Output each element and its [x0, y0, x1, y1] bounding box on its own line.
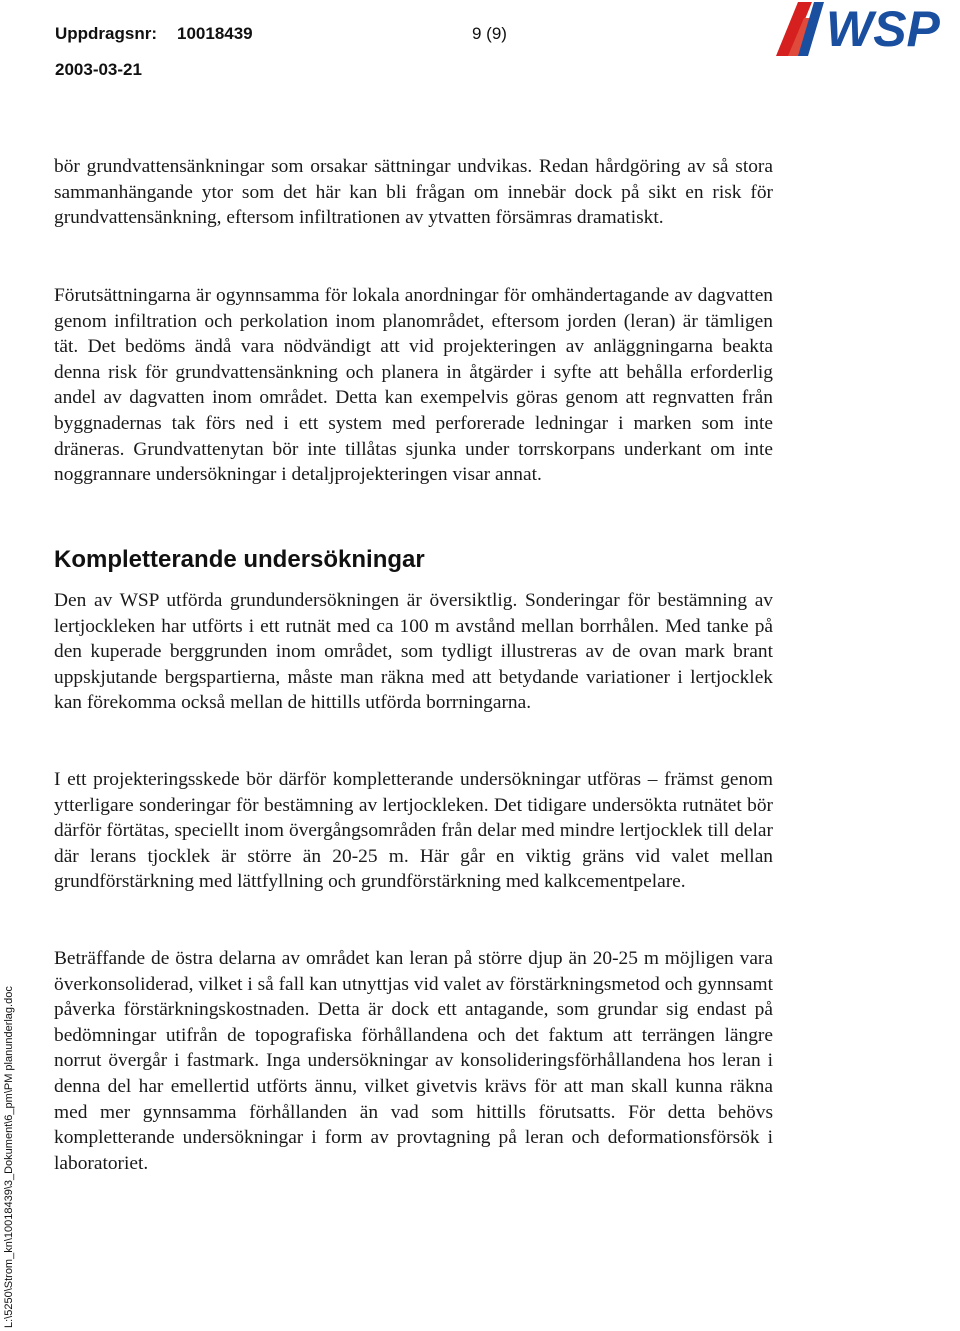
wsp-logo	[768, 0, 960, 60]
page-number: 9 (9)	[472, 24, 507, 43]
wsp-logo-text: WSP	[826, 1, 940, 57]
paragraph-2: Förutsättningarna är ogynnsamma för lokala anordningar för omhändertagande av dagvatten genom infiltration och perkolation inom planområdet, eftersom jorden (leran) är tämligen tät. Det bedöms ändå vara nödvändigt att vid projekteringen av anläggningarna beakta denna risk för grundvattensänkning och planera in åtgärder i syfte att behålla erforderlig andel av dagvatten inom området. Detta kan exempelvis göras genom att regnvatten från byggnadernas tak förs ned i ett system med perforerade ledningar i marken som inte dräneras. Grundvattenytan bör inte tillåtas sjunka under torrskorpans underkant om inte noggrannare undersökningar i detaljprojekteringen visar annat.	[54, 285, 773, 486]
paragraph-3: Den av WSP utförda grundundersökningen är översiktlig. Sonderingar för bestämning av lertjockleken har utförts i ett rutnät med ca 100 m avstånd mellan borrhålen. Med tanke på den kuperade berggrunden inom området, som tydligt illustreras av de ovan mark brant uppskjutande bergspartierna, måste man räkna med att betydande variationer i lertjocklek kan förekomma också mellan de hittills utförda borrningarna.	[54, 590, 773, 714]
paragraph-5: Beträffande de östra delarna av området kan leran på större djup än 20-25 m möjligen vara överkonsoliderad, vilket i så fall kan utnyttjas vid valet av förstärkningsmetod och gynnsamt påverka förstärkningskostnaden. Detta är dock ett antagande, som grundar sig endast på bedömningar utifrån de topografiska förhållandena och det faktum att terrängen längre norrut övergår i fastmark. Inga undersökningar av konsolideringsförhållandena hos leran i denna del har emellertid utförts ännu, vilket givetvis krävs för att man skall kunna räkna med mer gynnsamma förhållanden än vad som hittills förutsatts. För detta behövs kompletterande undersökningar i form av provtagning på leran och deformationsförsök i laboratoriet.	[54, 948, 773, 1174]
assignment-number-label: Uppdragsnr:	[55, 24, 157, 43]
paragraph-1: bör grundvattensänkningar som orsakar sättningar undvikas. Redan hårdgöring av så stora sammanhängande ytor som det här kan bli frågan om innebär dock på sikt en risk för grundvattensänkning, eftersom infiltrationen av ytvatten försämras dramatiskt.	[54, 156, 773, 229]
document-date: 2003-03-21	[55, 60, 142, 79]
assignment-number: 10018439	[177, 24, 253, 43]
section-heading: Kompletterande undersökningar	[54, 546, 425, 573]
wsp-logo-mark-icon	[776, 2, 824, 56]
file-path-sidebar: L:\5250\Strom_kn\10018439\3_Dokument\6_pm\PM planunderlag.doc	[3, 986, 15, 1328]
paragraph-4: I ett projekteringsskede bör därför kompletterande undersökningar utföras – främst genom ytterligare sonderingar för bestämning av lertjockleken. Det tidigare undersökta rutnätet bör därför förtätas, speciellt inom övergångsområden från delar med mindre lertjocklek till delar där lerans tjocklek är större än 20-25 m. Här går en viktig gräns vid valet mellan grundförstärkning med lättfyllning och grundförstärkning med kalkcementpelare.	[54, 769, 773, 893]
